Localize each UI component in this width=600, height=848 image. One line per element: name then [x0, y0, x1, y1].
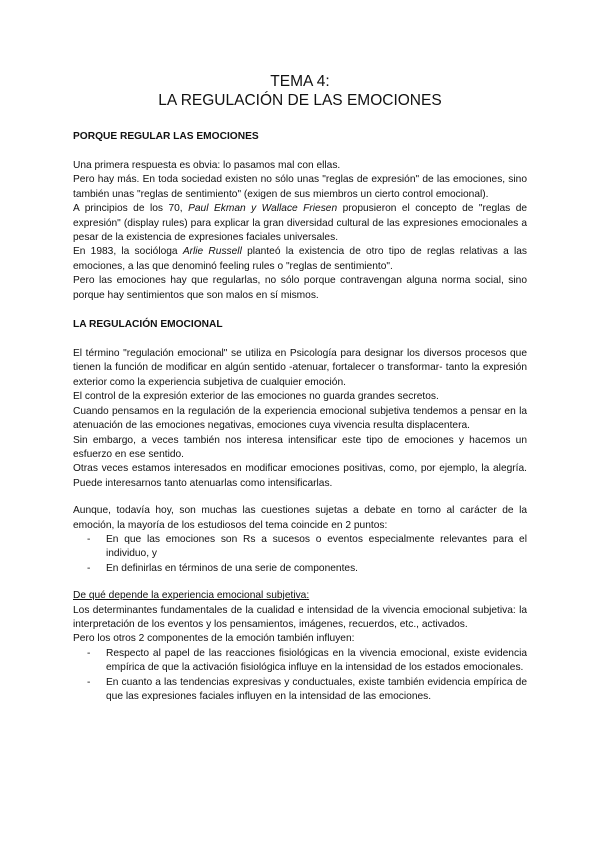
list-item: - En cuanto a las tendencias expresivas y conductuales, existe también evidencia empírica de que las expresiones faciales influyen en la intensidad de las emociones.: [87, 676, 527, 702]
paragraph: Pero las emociones hay que regularlas, no sólo porque contravengan alguna norma social, sino porque hay sentimientos que son malos en sí mismos.: [73, 275, 527, 301]
paragraph: Los determinantes fundamentales de la cualidad e intensidad de la vivencia emocional subjetiva: la interpretación de los eventos y los pensamientos, imágenes, recuerdos, etc., activados.: [73, 604, 527, 630]
list-item: - Respecto al papel de las reacciones fisiológicas en la vivencia emocional, existe evidencia empírica de que la activación fisiológica influye en la intensidad de los estados emocionales.: [87, 647, 527, 674]
list-item: - En que las emociones son Rs a sucesos o eventos especialmente relevantes para el individuo, y: [87, 533, 527, 560]
title-line-2: LA REGULACIÓN DE LAS EMOCIONES: [158, 92, 442, 109]
paragraph: Otras veces estamos interesados en modificar emociones positivas, como, por ejemplo, la alegría. Puede interesarnos tanto atenuarlas como intensificarlas.: [73, 463, 527, 489]
paragraph: El término "regulación emocional" se utiliza en Psicología para designar los diversos procesos que tienen la función de modificar en algún sentido -atenuar, fortalecer o transformar- tanto la expresión exterior como la experiencia subjetiva de cualquier emoción.: [73, 348, 527, 388]
section-heading-porque: PORQUE REGULAR LAS EMOCIONES: [73, 131, 259, 142]
paragraph: Pero los otros 2 componentes de la emoción también influyen:: [73, 633, 355, 645]
subheading-experiencia: De qué depende la experiencia emocional subjetiva:: [73, 590, 310, 602]
paragraph: A principios de los 70, Paul Ekman y Wallace Friesen propusieron el concepto de "reglas de expresión" (display rules) para explicar la gran diversidad cultural de las expresiones emocionales a pesar de la existencia de expresiones faciales universales.: [73, 203, 528, 244]
section-heading-regulacion: LA REGULACIÓN EMOCIONAL: [73, 319, 223, 331]
document-page: [73, 72, 527, 704]
paragraph: Pero hay más. En toda sociedad existen no sólo unas "reglas de expresión" de las emociones, sino también unas "reglas de sentimiento" (exigen de sus miembros un cierto control emocional).: [73, 174, 527, 200]
paragraph: El control de la expresión exterior de las emociones no guarda grandes secretos.: [73, 391, 439, 403]
document-title: [73, 72, 527, 110]
bullet-list: [73, 647, 527, 705]
paragraph: Cuando pensamos en la regulación de la experiencia emocional subjetiva tendemos a pensar en la atenuación de las emociones negativas, emociones cuya vivencia resulta displacentera.: [73, 405, 527, 432]
paragraph: Aunque, todavía hoy, son muchas las cuestiones sujetas a debate en torno al carácter de la emoción, la mayoría de los estudiosos del tema coincide en 2 puntos:: [73, 505, 527, 531]
paragraph: En 1983, la socióloga Arlie Russell planteó la existencia de otro tipo de reglas relativas a las emociones, a las que denominó feeling rules o "reglas de sentimiento".: [73, 246, 527, 272]
title-line-1: TEMA 4:: [270, 73, 330, 90]
paragraph: Sin embargo, a veces también nos interesa intensificar este tipo de emociones y hacemos un esfuerzo en ese sentido.: [73, 434, 527, 460]
author-name: Arlie Russell: [182, 246, 242, 258]
author-names: Paul Ekman y Wallace Friesen: [188, 203, 338, 215]
bullet-list: [73, 533, 527, 576]
paragraph: Una primera respuesta es obvia: lo pasamos mal con ellas.: [73, 160, 341, 171]
list-item: - En definirlas en términos de una serie de componentes.: [87, 562, 359, 574]
